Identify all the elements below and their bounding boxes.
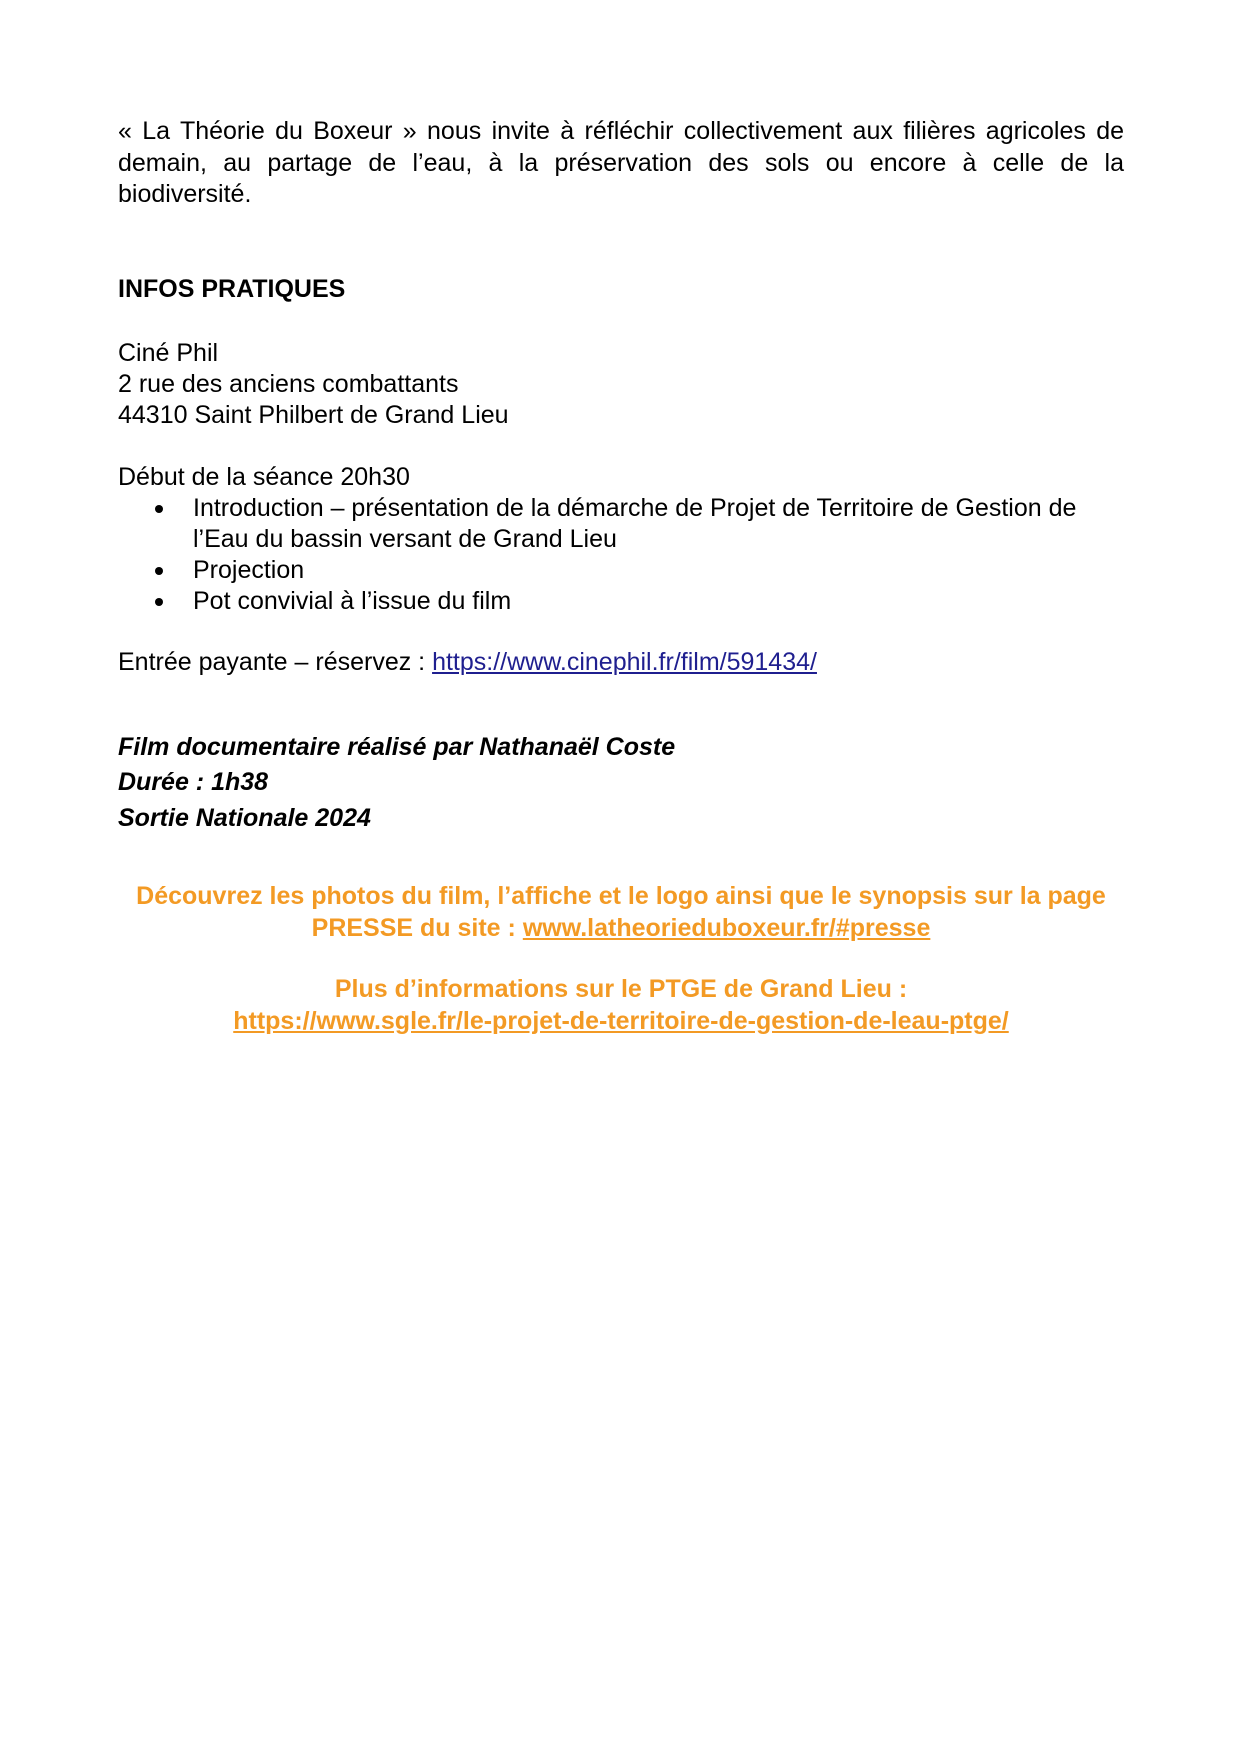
start-time: Début de la séance 20h30 xyxy=(118,462,410,491)
bullet-icon xyxy=(155,505,163,513)
venue-address xyxy=(118,338,1124,431)
film-director: Film documentaire réalisé par Nathanaël Coste xyxy=(118,732,676,761)
program-item-text: Pot convivial à l’issue du film xyxy=(193,586,512,615)
ptge-link[interactable]: https://www.sgle.fr/le-projet-de-territoire-de-gestion-de-leau-ptge/ xyxy=(233,1006,1009,1035)
bullet-icon xyxy=(155,567,163,575)
film-duration: Durée : 1h38 xyxy=(118,768,269,796)
promo-photos xyxy=(118,881,1124,944)
list-item xyxy=(118,493,1124,555)
booking-link[interactable]: https://www.cinephil.fr/film/591434/ xyxy=(432,647,817,676)
presse-link[interactable]: www.latheorieduboxeur.fr/#presse xyxy=(522,913,931,942)
promo-ptge-text: Plus d’informations sur le PTGE de Grand Lieu : xyxy=(334,975,908,1003)
booking-line xyxy=(118,647,1124,678)
program-list xyxy=(118,493,1124,617)
list-item xyxy=(118,555,1124,586)
program-item-text: Introduction – présentation de la démarche de Projet de Territoire de Gestion de l’Eau du bassin versant de Grand Lieu xyxy=(193,493,1077,553)
address-line-2: 44310 Saint Philbert de Grand Lieu xyxy=(118,400,509,429)
address-line-1: 2 rue des anciens combattants xyxy=(118,369,459,398)
section-heading: INFOS PRATIQUES xyxy=(118,274,346,303)
booking-prefix: Entrée payante – réservez : xyxy=(118,647,433,676)
document-page xyxy=(118,116,1124,1037)
film-credits xyxy=(118,730,1124,837)
intro-paragraph: « La Théorie du Boxeur » nous invite à réfléchir collectivement aux filières agricoles de demain, au partage de l’eau, à la préservation des sols ou encore à celle de la biodiversité. xyxy=(118,117,1124,208)
list-item xyxy=(118,586,1124,617)
promo-photos-text: Découvrez les photos du film, l’affiche et le logo ainsi que le synopsis sur la page PRESSE du site : xyxy=(136,882,1106,942)
program-item-text: Projection xyxy=(193,555,305,584)
bullet-icon xyxy=(155,598,163,606)
promo-ptge xyxy=(118,974,1124,1037)
venue-name: Ciné Phil xyxy=(118,338,219,367)
film-release: Sortie Nationale 2024 xyxy=(118,803,371,832)
